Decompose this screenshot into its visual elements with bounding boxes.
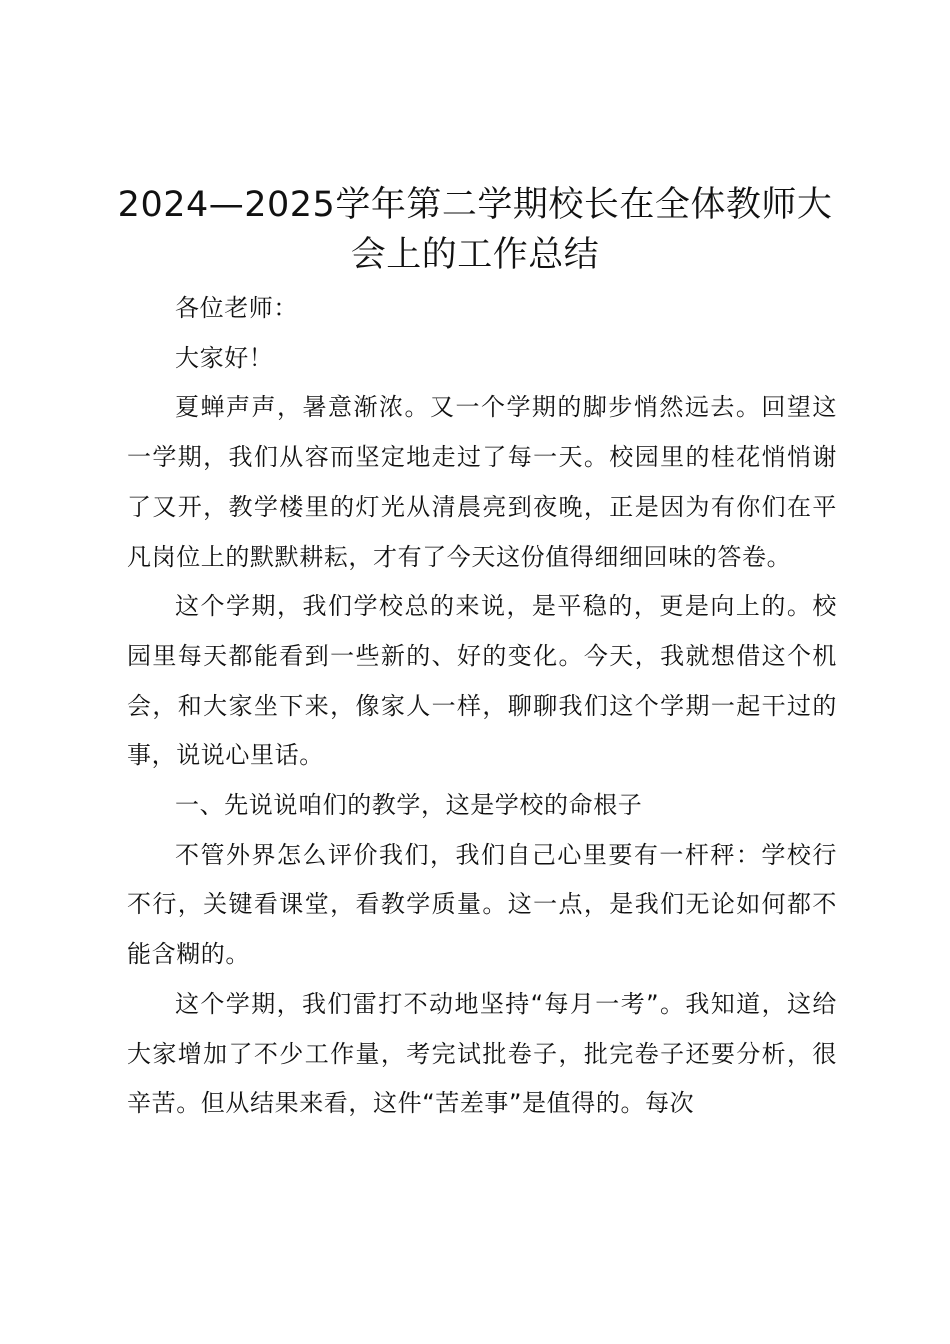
body-paragraph: 夏蝉声声，暑意渐浓。又一个学期的脚步悄然远去。回望这一学期，我们从容而坚定地走过了每一天。校园里的桂花悄悄谢了又开，教学楼里的灯光从清晨亮到夜晚，正是因为有你们在平凡岗位上的默默耕耘，才有了今天这份值得细细回味的答卷。 <box>127 393 837 571</box>
section-heading: 一、先说说咱们的教学，这是学校的命根子 <box>175 791 643 820</box>
salutation: 各位老师： <box>175 294 298 322</box>
document-body <box>127 284 837 1129</box>
greeting: 大家好！ <box>175 343 274 372</box>
body-paragraph: 这个学期，我们雷打不动地坚持“每月一考”。我知道，这给大家增加了不少工作量，考完试批卷子，批完卷子还要分析，很辛苦。但从结果来看，这件“苦差事”是值得的。每次 <box>127 989 837 1118</box>
document-title: 2024—2025学年第二学期校长在全体教师大会上的工作总结 <box>117 185 833 275</box>
body-paragraph: 不管外界怎么评价我们，我们自己心里要有一杆秤：学校行不行，关键看课堂，看教学质量。这一点，是我们无论如何都不能含糊的。 <box>127 840 837 969</box>
body-paragraph: 这个学期，我们学校总的来说，是平稳的，更是向上的。校园里每天都能看到一些新的、好的变化。今天，我就想借这个机会，和大家坐下来，像家人一样，聊聊我们这个学期一起干过的事，说说心里话。 <box>127 592 837 770</box>
